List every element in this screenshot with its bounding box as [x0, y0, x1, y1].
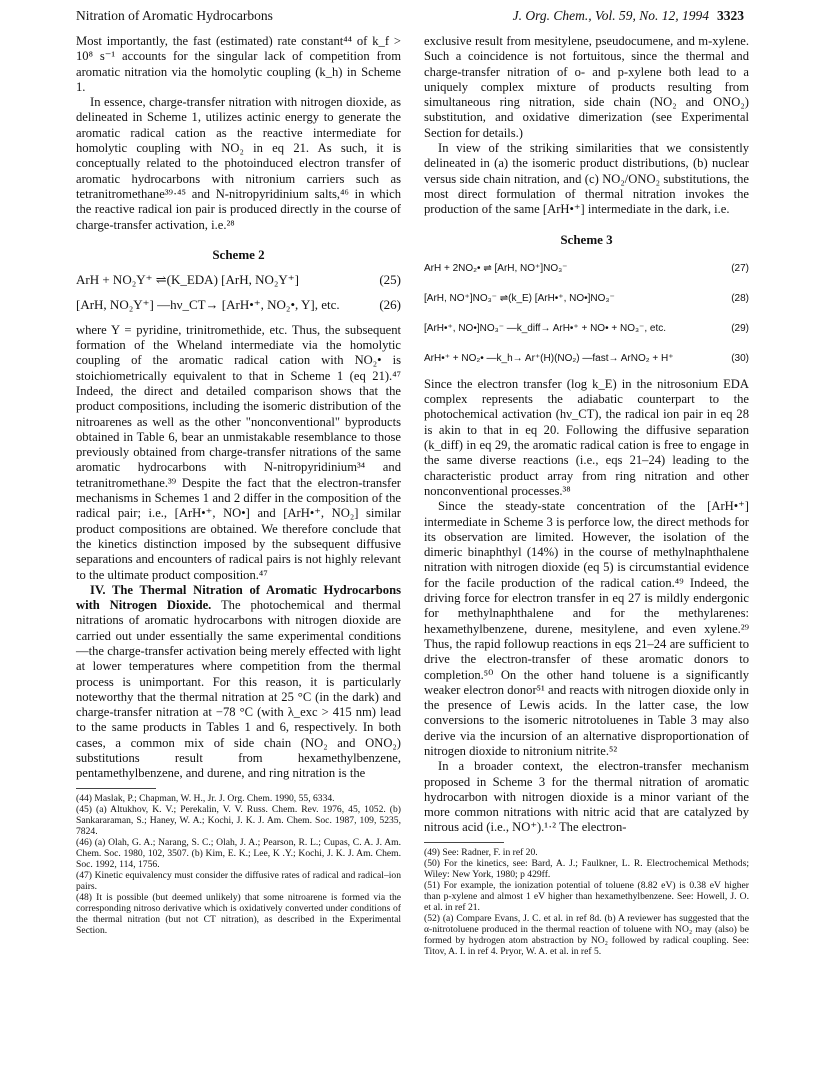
paragraph: where Y = pyridine, trinitromethide, etc. Thus, the subsequent formation of the Wheland intermediate via the homolytic coupling of the aromatic radical cation with NO₂• is stoichiometrically equivalent to that in Scheme 1 (eq 21).⁴⁷ Indeed, the direct and detailed comparison shows that the product compositions, including the isomeric distribution of the nitroarenes as well as the other "nonconventional" byproducts obtained in Table 6, bear an unmistakable resemblance to those previously obtained from charge-transfer nitrations of the same aromatic hydrocarbons with N-nitropyridinium³⁴ and tetranitromethane.³⁹ Despite the fact that the electron-transfer mechanisms in Schemes 1 and 2 differ in the composition of the radical pair; i.e., [ArH•⁺, NO•] and [ArH•⁺, NO₂] similar product compositions are obtained. We therefore conclude that the kinetics distinction imposed by the subsequent diffusive separations and encounters of radical pairs is not highly relevant to the ultimate product composition.⁴⁷ [76, 322, 401, 582]
paragraph-text: The photochemical and thermal nitrations of aromatic hydrocarbons with nitrogen dioxide are carried out under essentially the same experimental conditions—the charge-transfer activation being merely effected with light at lower temperatures where competition from the thermal process is unimportant. For this reason, it is particularly noteworthy that the thermal nitration at 25 °C (in the dark) and charge-transfer nitration at −78 °C (with λ_exc > 415 nm) lead to the same products in Tables 1 and 6, respectively. In both cases, a common mix of side chain (NO₂ and ONO₂) substitutions result from hexamethylbenzene, pentamethylbenzene, and durene, and ring nitration is the [76, 598, 401, 781]
footnote: (48) It is possible (but deemed unlikely) that some nitroarene is formed via the corresponding nitroso derivative which is oxidatively converted under conditions of the thermal nitration (but not CT nitration), as described in the Experimental Section. [76, 891, 401, 936]
equation-text: ArH + 2NO₂• ⇌ [ArH, NO⁺]NO₃⁻ [424, 263, 568, 275]
equation-number: (26) [379, 297, 401, 313]
equation-25 [76, 272, 401, 287]
paragraph-section-iv [76, 583, 401, 782]
running-header [76, 8, 744, 28]
equation-text: [ArH, NO₂Y⁺] —hν_CT→ [ArH•⁺, NO₂•, Y], etc. [76, 297, 340, 313]
footnote: (44) Maslak, P.; Chapman, W. H., Jr. J. Org. Chem. 1990, 55, 6334. [76, 792, 335, 804]
equation-number: (25) [379, 272, 401, 288]
equation-29 [424, 317, 749, 341]
section-heading: IV. The Thermal Nitration of Aromatic Hydrocarbons with Nitrogen Dioxide. [76, 582, 401, 613]
footnote: (49) See: Radner, F. in ref 20. [424, 846, 538, 858]
footnote: (47) Kinetic equivalency must consider the diffusive rates of radical and radical–ion pairs. [76, 869, 401, 892]
paragraph: exclusive result from mesitylene, pseudocumene, and m-xylene. Such a coincidence is not fortuitous, since the thermal and charge-transfer nitration of o- and p-xylene both lead to a uniquely complex mixture of products resulting from simultaneous ring nitration, side chain (NO₂ and ONO₂) substitution, and oxidative dimerization (see Experimental Section for details.) [424, 34, 749, 140]
footnote: (46) (a) Olah, G. A.; Narang, S. C.; Olah, J. A.; Pearson, R. L.; Cupas, C. A. J. Am. Chem. Soc. 1980, 102, 3507. (b) Kim, E. K.; Lee, K .Y.; Kochi, J. K. J. Am. Chem. Soc. 1992, 114, 1756. [76, 836, 401, 870]
equation-number: (29) [731, 323, 749, 335]
left-column [76, 34, 401, 936]
paragraph: Since the steady-state concentration of the [ArH•⁺] intermediate in Scheme 3 is perforce low, the direct methods for its observation are limited. However, the isolation of the dimeric binaphthyl (14%) in the course of methylnaphthalene nitration with nitrogen dioxide (eq 5) is circumstantial evidence for the facile production of the radical cation.⁴⁹ Indeed, the driving force for electron transfer in eq 27 is mildly endergonic for methylnaphthalene and for the methylarenes: hexamethylbenzene, durene, mesitylene, and even xylene.²⁹ Thus, the rapid followup reactions in eqs 21–24 are sufficient to drive the electron-transfer of these aromatic donors to completion.⁵⁰ On the other hand toluene is a significantly weaker electron donor⁵¹ and reacts with nitrogen dioxide only in the presence of Lewis acids. In the latter case, the low conversions to the isomeric nitrotoluenes in Table 3 may also derive via the incursion of an alternative disproportionation of nitrogen dioxide to nitronium nitrite.⁵² [424, 499, 749, 758]
page-number: 3323 [717, 8, 744, 23]
footnote-rule [424, 842, 504, 843]
footnote: (51) For example, the ionization potential of toluene (8.82 eV) is 0.38 eV higher than p-xylene and almost 1 eV higher than hexamethylbenzene. See: Howell, J. O. et al. in ref 21. [424, 879, 749, 913]
equation-text: ArH•⁺ + NO₂• —k_h→ Ar⁺(H)(NO₂) —fast→ ArNO₂ + H⁺ [424, 353, 674, 365]
equation-28 [424, 287, 749, 311]
paragraph: In essence, charge-transfer nitration with nitrogen dioxide, as delineated in Scheme 1, utilizes actinic energy to generate the aromatic radical cation as the reactive intermediate for homolytic coupling with NO₂ in eq 21. As such, it is conceptually related to the photoinduced electron transfer of aromatic hydrocarbons with nitronium carriers such as tetranitromethane³⁹·⁴⁵ and N-nitropyridinium salts,⁴⁶ in which the reactive radical ion pair is produced directly in the course of charge-transfer activation, i.e.²⁸ [76, 95, 401, 232]
footnote: (45) (a) Altukhov, K. V.; Perekalin, V. V. Russ. Chem. Rev. 1976, 45, 1052. (b) Sankararaman, S.; Haney, W. A.; Kochi, J. K. J. Am. Chem. Soc. 1987, 109, 5235, 7824. [76, 803, 401, 837]
journal-citation [513, 8, 744, 28]
footnotes-right [424, 847, 749, 957]
running-title: Nitration of Aromatic Hydrocarbons [76, 8, 273, 23]
equation-number: (27) [731, 263, 749, 275]
equation-text: [ArH•⁺, NO•]NO₃⁻ —k_diff→ ArH•⁺ + NO• + NO₃⁻, etc. [424, 323, 667, 335]
paragraph: In view of the striking similarities that we consistently delineated in (a) the isomeric product distributions, (b) nuclear versus side chain nitration, and (c) NO₂/ONO₂ substitutions, the most direct formulation of thermal nitration invokes the production of the same [ArH•⁺] intermediate in the dark, i.e. [424, 141, 749, 217]
footnotes-left [76, 793, 401, 936]
equation-30 [424, 347, 749, 371]
journal-name: J. Org. Chem., Vol. 59, No. 12, 1994 [512, 8, 709, 23]
paragraph: Most importantly, the fast (estimated) rate constant⁴⁴ of k_f > 10⁸ s⁻¹ accounts for the singular lack of competition from aromatic nitration via the homolytic coupling (k_h) in Scheme 1. [76, 34, 401, 94]
equation-26 [76, 297, 401, 312]
scheme-title: Scheme 3 [560, 231, 613, 247]
equation-27 [424, 257, 749, 281]
footnote: (50) For the kinetics, see: Bard, A. J.; Faulkner, L. R. Electrochemical Methods; Wiley: New York, 1980; p 429ff. [424, 857, 749, 880]
paragraph: Since the electron transfer (log k_E) in the nitrosonium EDA complex represents the adiabatic counterpart to the photochemical activation (hν_CT), the radical ion pair in eq 28 is akin to that in eq 20. Following the diffusive separation (k_diff) in eq 29, the aromatic radical cation is free to engage in the same diverse reactions (i.e., eqs 21–24) leading to the characteristic product array from ring nitration and other nonconventional processes.³⁸ [424, 376, 749, 498]
equation-text: [ArH, NO⁺]NO₃⁻ ⇌(k_E) [ArH•⁺, NO•]NO₃⁻ [424, 293, 615, 305]
scheme-title: Scheme 2 [212, 246, 265, 262]
paragraph: In a broader context, the electron-transfer mechanism proposed in Scheme 3 for the thermal nitration of aromatic hydrocarbon with nitrogen dioxide is a minor variant of the more common nitrations with nitric acid that are catalyzed by nitrous acid (i.e., NO⁺).¹·² The electron- [424, 759, 749, 835]
footnote: (52) (a) Compare Evans, J. C. et al. in ref 8d. (b) A reviewer has suggested that the α-nitrotoluene produced in the thermal reaction of toluene with NO₂ may (also) be formed by hydrogen atom abstraction by NO₂ followed by radical coupling. See: Titov, A. I. in ref 4. Pryor, W. A. et al. in ref 5. [424, 912, 749, 957]
equation-number: (28) [731, 293, 749, 305]
equation-text: ArH + NO₂Y⁺ ⇌(K_EDA) [ArH, NO₂Y⁺] [76, 272, 299, 288]
footnote-rule [76, 788, 156, 789]
equation-number: (30) [731, 353, 749, 365]
right-column [424, 34, 749, 957]
